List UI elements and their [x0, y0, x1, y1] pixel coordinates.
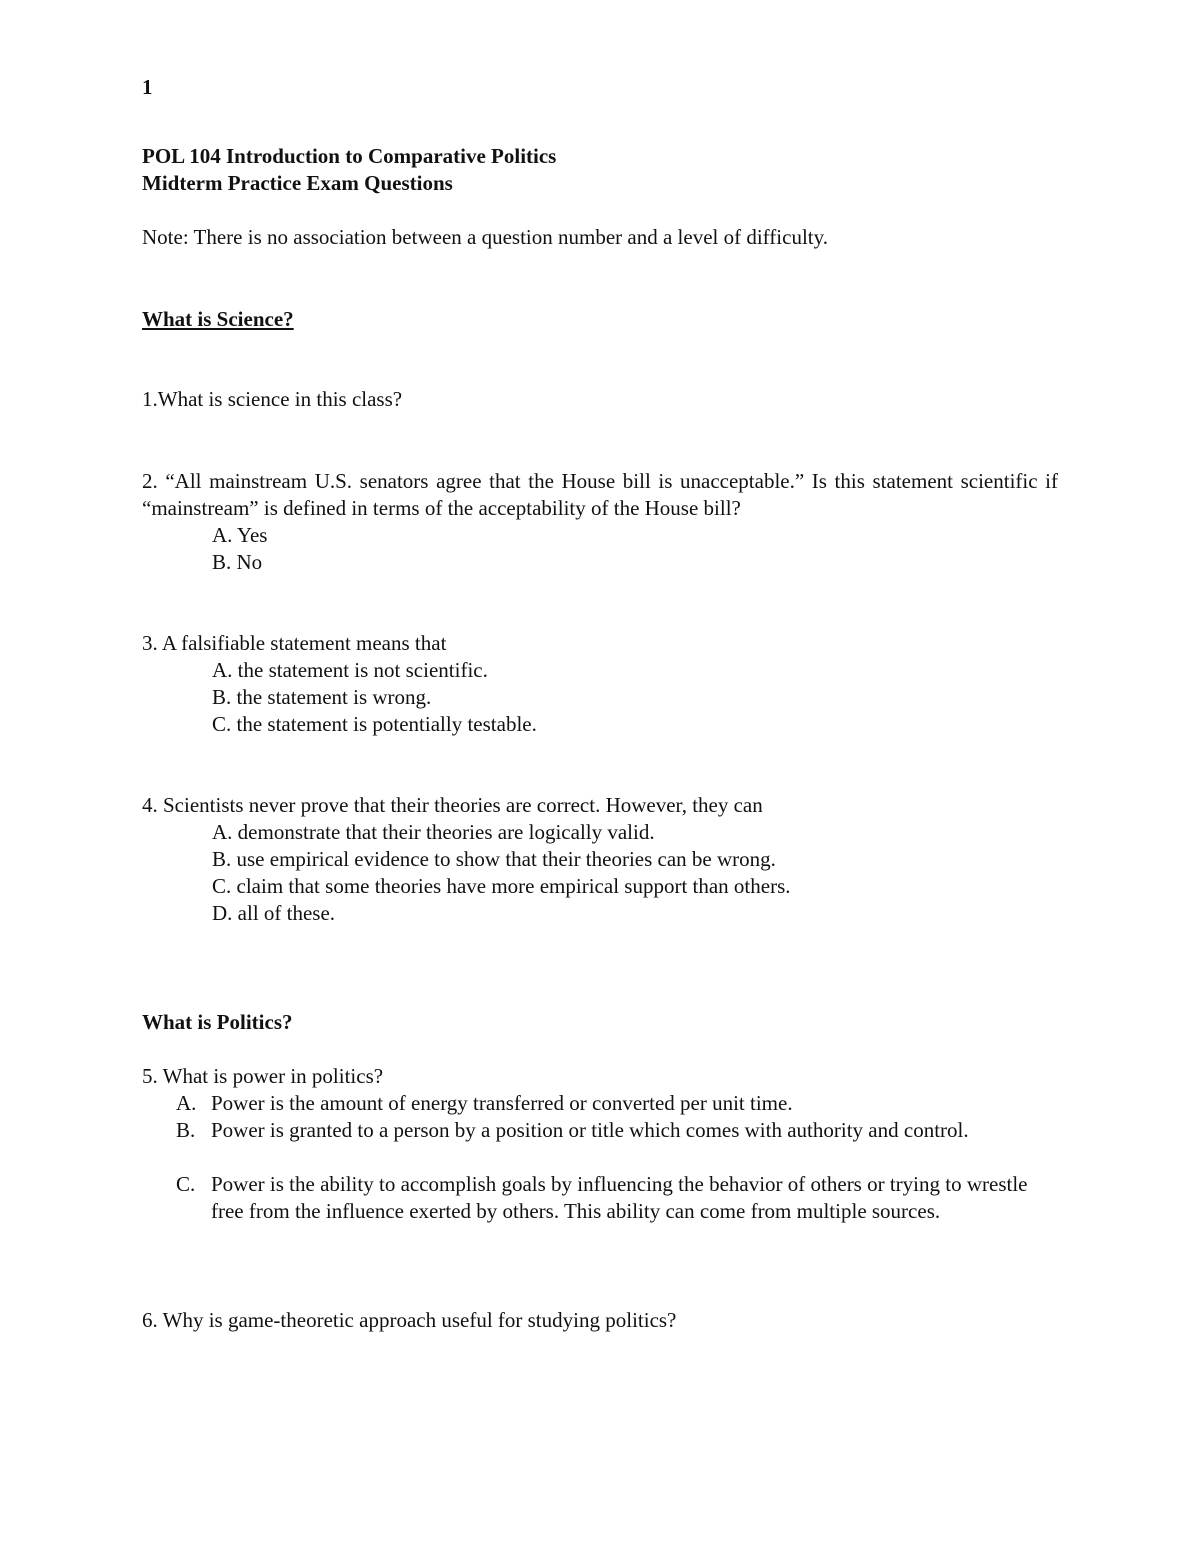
question-2: 2. “All mainstream U.S. senators agree that the House bill is unacceptable.” Is this statement scientific if “mainstream” is defined in terms of the acceptability of the House bill?: [142, 469, 1058, 520]
question-4-option-a: A. demonstrate that their theories are logically valid.: [212, 820, 655, 844]
question-5-option-c-letter: C.: [176, 1172, 196, 1196]
question-6: 6. Why is game-theoretic approach useful for studying politics?: [142, 1308, 677, 1332]
question-5-option-b-text: Power is granted to a person by a position or title which comes with authority and control.: [211, 1118, 969, 1142]
question-4-option-c: C. claim that some theories have more empirical support than others.: [212, 874, 791, 898]
question-3-option-b: B. the statement is wrong.: [212, 685, 432, 709]
question-4-option-d: D. all of these.: [212, 901, 336, 925]
question-4-option-b: B. use empirical evidence to show that their theories can be wrong.: [212, 847, 776, 871]
question-5-option-c-text: Power is the ability to accomplish goals by influencing the behavior of others or trying to wrestle free from the influence exerted by others. This ability can come from multiple sources.: [211, 1172, 1028, 1223]
difficulty-note: Note: There is no association between a question number and a level of difficulty.: [142, 225, 828, 249]
document-title: Midterm Practice Exam Questions: [142, 171, 453, 195]
question-2-option-b: B. No: [212, 550, 263, 574]
course-title: POL 104 Introduction to Comparative Politics: [142, 144, 557, 168]
section-heading-science: What is Science?: [142, 307, 294, 331]
question-3: 3. A falsifiable statement means that: [142, 631, 447, 655]
section-heading-politics: What is Politics?: [142, 1010, 293, 1034]
question-5-option-a-text: Power is the amount of energy transferred or converted per unit time.: [211, 1091, 793, 1115]
question-5-option-a-letter: A.: [176, 1091, 197, 1115]
question-1: 1.What is science in this class?: [142, 387, 403, 411]
question-5-option-b-letter: B.: [176, 1118, 196, 1142]
question-2-option-a: A. Yes: [212, 523, 268, 547]
question-3-option-a: A. the statement is not scientific.: [212, 658, 488, 682]
question-3-option-c: C. the statement is potentially testable.: [212, 712, 537, 736]
page-number: 1: [142, 75, 153, 99]
question-4: 4. Scientists never prove that their theories are correct. However, they can: [142, 793, 763, 817]
question-5: 5. What is power in politics?: [142, 1064, 384, 1088]
